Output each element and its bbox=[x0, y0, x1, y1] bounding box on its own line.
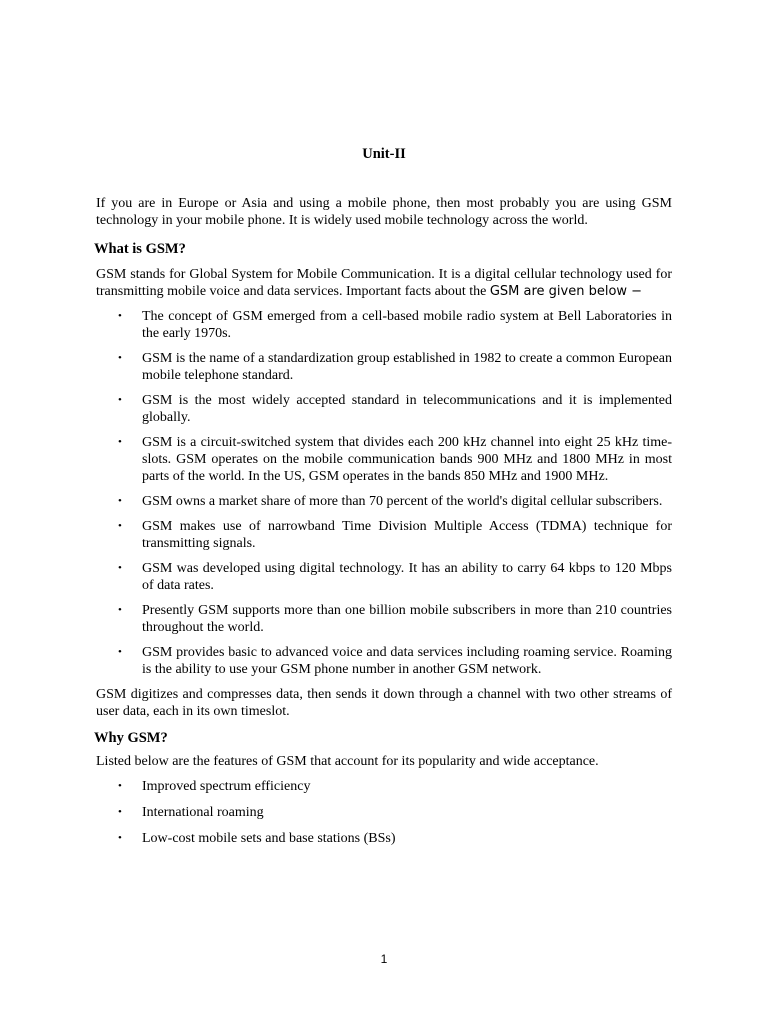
bullet-icon: • bbox=[118, 832, 122, 844]
closing-paragraph: GSM digitizes and compresses data, then sends it down through a channel with two other streams of user data, each in its own timeslot. bbox=[96, 687, 672, 719]
bullet-icon: • bbox=[118, 806, 122, 818]
page-number: 1 bbox=[380, 952, 388, 966]
list-item bbox=[118, 778, 672, 795]
list-item-text: GSM owns a market share of more than 70 percent of the world's digital cellular subscribers. bbox=[142, 494, 663, 509]
facts-intro-tail: GSM are given below − bbox=[489, 284, 643, 299]
list-item-text: The concept of GSM emerged from a cell-based mobile radio system at Bell Laboratories in the early 1970s. bbox=[142, 309, 672, 341]
features-list bbox=[96, 778, 672, 847]
list-item bbox=[118, 602, 672, 636]
bullet-icon: • bbox=[118, 394, 122, 406]
list-item bbox=[118, 644, 672, 678]
facts-list bbox=[96, 308, 672, 678]
bullet-icon: • bbox=[118, 780, 122, 792]
features-intro-paragraph: Listed below are the features of GSM that account for its popularity and wide acceptance. bbox=[96, 754, 599, 769]
bullet-icon: • bbox=[118, 310, 122, 322]
bullet-icon: • bbox=[118, 520, 122, 532]
facts-intro-text: GSM stands for Global System for Mobile Communication. It is a digital cellular technology used for transmitting mobile voice and data services. Important facts about the bbox=[96, 267, 672, 299]
list-item-text: GSM is the most widely accepted standard in telecommunications and it is implemented globally. bbox=[142, 393, 672, 425]
list-item bbox=[118, 804, 672, 821]
list-item-text: Presently GSM supports more than one billion mobile subscribers in more than 210 countries throughout the world. bbox=[142, 603, 672, 635]
heading-what-is-gsm: What is GSM? bbox=[94, 241, 186, 257]
list-item bbox=[118, 493, 672, 510]
list-item-text: Improved spectrum efficiency bbox=[142, 779, 311, 794]
bullet-icon: • bbox=[118, 562, 122, 574]
list-item-text: GSM provides basic to advanced voice and data services including roaming service. Roaming is the ability to use your GSM phone number in another GSM network. bbox=[142, 645, 672, 677]
list-item bbox=[118, 392, 672, 426]
bullet-icon: • bbox=[118, 646, 122, 658]
page-title: Unit-II bbox=[362, 146, 406, 162]
list-item bbox=[118, 830, 672, 847]
list-item bbox=[118, 518, 672, 552]
facts-intro-paragraph bbox=[96, 266, 672, 300]
bullet-icon: • bbox=[118, 604, 122, 616]
list-item-text: International roaming bbox=[142, 805, 264, 820]
heading-why-gsm: Why GSM? bbox=[94, 730, 168, 746]
bullet-icon: • bbox=[118, 495, 122, 507]
intro-paragraph: If you are in Europe or Asia and using a mobile phone, then most probably you are using GSM technology in your mobile phone. It is widely used mobile technology across the world. bbox=[96, 196, 672, 228]
list-item-text: GSM makes use of narrowband Time Division Multiple Access (TDMA) technique for transmitting signals. bbox=[142, 519, 672, 551]
bullet-icon: • bbox=[118, 352, 122, 364]
list-item bbox=[118, 350, 672, 384]
list-item bbox=[118, 434, 672, 485]
bullet-icon: • bbox=[118, 436, 122, 448]
list-item bbox=[118, 560, 672, 594]
list-item-text: GSM is a circuit-switched system that divides each 200 kHz channel into eight 25 kHz time-slots. GSM operates on the mobile communication bands 900 MHz and 1800 MHz in most parts of the world. In the US, GSM operates in the bands 850 MHz and 1900 MHz. bbox=[142, 435, 672, 484]
list-item-text: GSM is the name of a standardization group established in 1982 to create a common European mobile telephone standard. bbox=[142, 351, 672, 383]
list-item-text: GSM was developed using digital technology. It has an ability to carry 64 kbps to 120 Mbps of data rates. bbox=[142, 561, 672, 593]
document-body bbox=[96, 195, 672, 856]
list-item bbox=[118, 308, 672, 342]
list-item-text: Low-cost mobile sets and base stations (BSs) bbox=[142, 831, 396, 846]
